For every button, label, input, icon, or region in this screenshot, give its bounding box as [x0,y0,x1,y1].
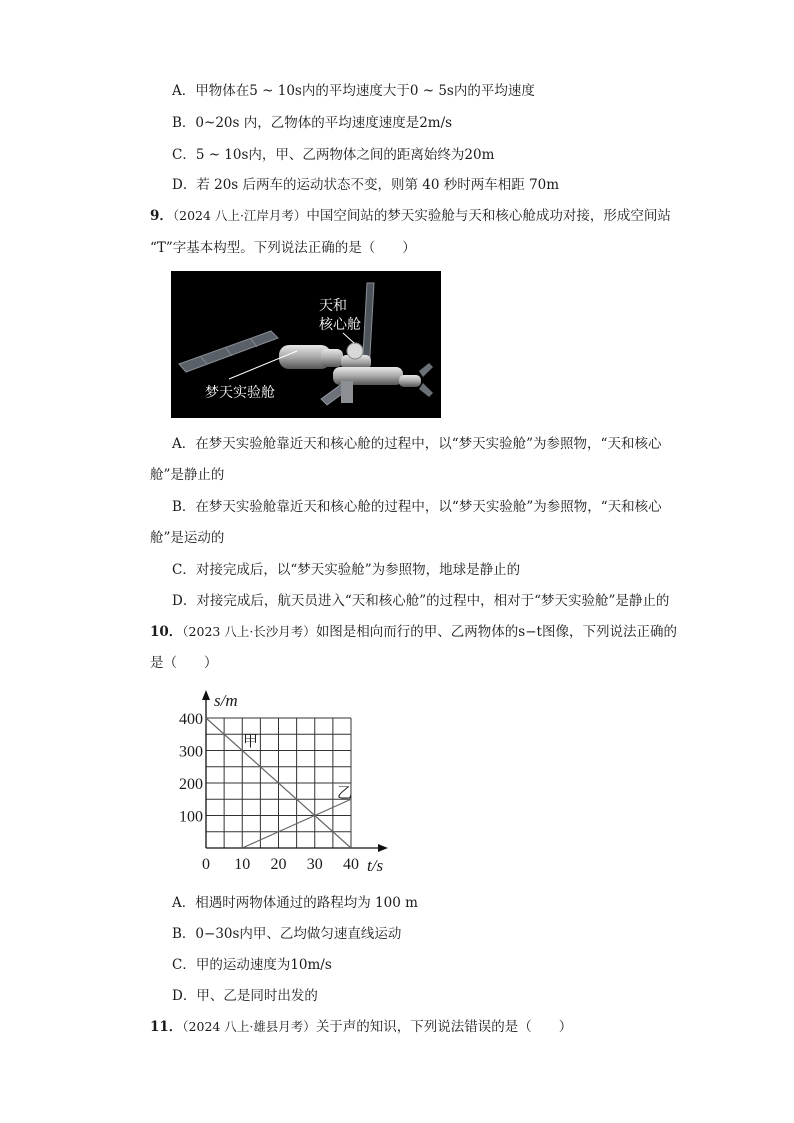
q10-option-a: A．相遇时两物体通过的路程均为 100 m [172,895,418,911]
q9-option-b-line2: 舱”是运动的 [150,530,225,546]
series-label-jia: 甲 [243,732,259,750]
q9-option-d: D．对接完成后，航天员进入“天和核心舱”的过程中，相对于“梦天实验舱”是静止的 [172,593,670,609]
q10-number: 10． [150,624,183,640]
space-station-photo [171,271,441,418]
y-tick-label: 400 [179,711,203,728]
x-tick-label: 0 [202,856,210,873]
q9-source: （2024 八上·江岸月考） [172,208,307,223]
series-label-yi: 乙 [337,783,353,802]
space-station-illustration [171,271,441,418]
q9-option-c: C．对接完成后，以“梦天实验舱”为参照物，地球是静止的 [172,562,521,578]
q9-stem [150,206,671,226]
s-t-chart [170,686,400,882]
q9-option-b-line1: B．在梦天实验舱靠近天和核心舱的过程中，以“梦天实验舱”为参照物，“天和核心 [172,499,662,515]
x-tick-label: 30 [306,856,323,873]
y-axis-label: s/m [214,691,238,710]
mengtian-label: 梦天实验舱 [205,384,275,400]
x-tick-label: 10 [234,856,251,873]
q11-stem [150,1017,572,1037]
chart-axes [202,690,388,852]
y-tick-label: 100 [179,808,203,826]
q11-stem-text: 关于声的知识，下列说法错误的是（ ） [315,1019,573,1035]
q10-option-b: B．0−30s内甲、乙均做匀速直线运动 [172,926,402,942]
x-tick-label: 20 [270,856,287,873]
tianhe-label-line1: 天和 [319,297,347,313]
q10-option-d: D．甲、乙是同时出发的 [172,988,318,1004]
y-tick-label: 300 [179,743,203,761]
y-tick-label: 200 [179,776,203,793]
q10-stem [150,622,677,642]
q9-option-a-line1: A．在梦天实验舱靠近天和核心舱的过程中，以“梦天实验舱”为参照物，“天和核心 [172,436,662,452]
tianhe-label-line2: 核心舱 [319,316,361,332]
q10-option-c: C．甲的运动速度为10m/s [172,957,332,973]
q8-option-d: D．若 20s 后两车的运动状态不变，则第 40 秒时两车相距 70m [172,177,560,193]
q8-option-a: A．甲物体在5 ~ 10s内的平均速度大于0 ~ 5s内的平均速度 [172,83,535,99]
q10-stem-cont: 是（ ） [150,655,218,671]
x-tick-label: 40 [343,856,359,873]
q11-source: （2024 八上·雄县月考） [182,1019,316,1034]
q9-stem-cont: “T”字基本构型。下列说法正确的是（ ） [150,240,416,256]
q11-number: 11． [150,1019,183,1035]
q9-stem-text: 中国空间站的梦天实验舱与天和核心舱成功对接，形成空间站 [306,208,671,224]
x-axis-label: t/s [367,856,384,875]
s-t-chart-svg [170,686,400,882]
y-axis-arrow [202,690,210,700]
x-axis-arrow [378,844,388,852]
q9-option-a-line2: 舱”是静止的 [150,467,225,483]
q8-option-c: C．5 ~ 10s内，甲、乙两物体之间的距离始终为20m [172,147,495,163]
q9-number: 9． [150,208,173,224]
q10-source: （2023 八上·长沙月考） [182,624,316,639]
q8-option-b: B．0~20s 内，乙物体的平均速度速度是2m/s [172,115,453,131]
q10-stem-text: 如图是相向而行的甲、乙两物体的s−t图像，下列说法正确的 [315,624,677,640]
